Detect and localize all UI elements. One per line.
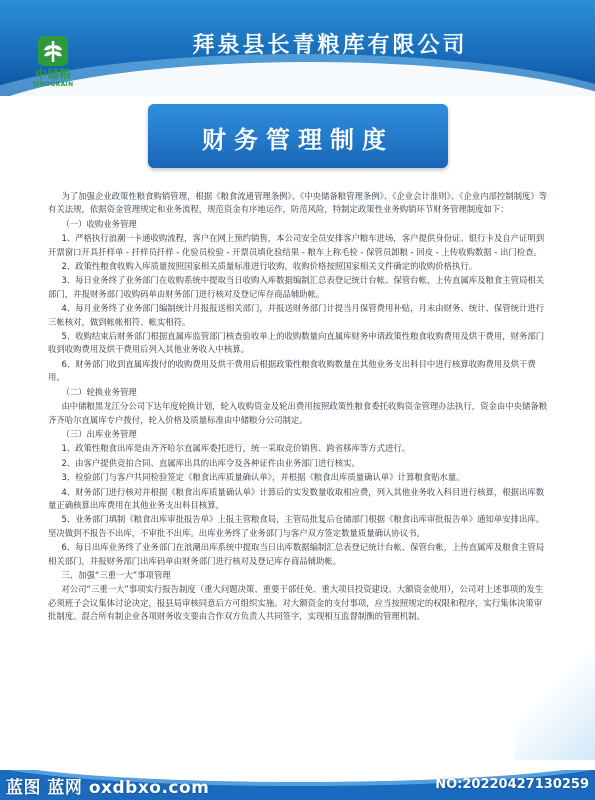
list-item: 4、财务部门进行核对并根据《粮食出库质量确认单》计算后的实发数量收取相应费，列入其他业务收入科目进行核算，根据出库数量正确核算出库费用在其他业务支出科目核算。	[48, 486, 545, 510]
company-name: 拜泉县长青粮库有限公司	[192, 33, 468, 58]
list-item: 3、检验部门与客户共同检验签定《粮食出库质量确认单》，并根据《粮食出库质量确认单》计算粮食贴水量。	[61, 472, 465, 483]
list-item: 1、政策性粮食出库是由齐齐哈尔直属库委托进行，统一采取竞价销售、跨省移库等方式进行。	[61, 443, 411, 454]
page-title: 财务管理制度	[202, 126, 394, 154]
sinograin-logo-icon	[30, 34, 76, 68]
watermark-number: NO:20220427130259	[435, 777, 589, 792]
list-item: 5、业务部门填制《粮食出库审批报告单》上报主管粮食局，主管局批复后仓储部门根据《粮食出库审批报告单》通知单安排出库。坚决做到不报告不出库，不审批不出库。出库业务终了业务部门与客户双方签定数量质量确认协议书。	[48, 514, 545, 538]
list-item: 对公司“三重一大”事项实行报告制度（重大问题决策、重要干部任免、重大项目投资建设、大额资金使用），公司对上述事项的发生必须班子会议集体讨论决定，报县局审核同意后方可组织实施。对大额资金的支付事项，应当按照规定的权限和程序，实行集体决策审批制度。混合所有制企业各项财务收支要由合作双方负责人共同签字，实现相互监督制衡的管理机制。	[48, 584, 544, 622]
list-item: 3、每日业务终了业务部门在收购系统中提取当日收购入库数据编制汇总表登记统计台帐、保管台帐，上传直属库及粮食主管局相关部门，并报财务部门收购码单由财务部门进行核对及登记库存商品辅助帐。	[48, 275, 545, 299]
list-item: 1、严格执行浪潮一卡通收购流程，客户在网上预约销售，本公司安全员安排客户粮车进场，客户提供身份证、银行卡及自产证明到开票窗口开具扦样单 - 扦样员扦样 - 化验员检验 - 开票员填化验结果 - 粮车上称毛检 - 保管员卸粮 - 回皮 - 上传收购数据 - 出门检查。	[48, 233, 545, 257]
regulation-body	[48, 190, 550, 625]
list-item: 4、每月业务终了业务部门编制统计月报报送相关部门，并报送财务部门计提当月保管费用补贴，月末由财务、统计、保管统计进行三帐核对，做到帐帐相符、帐实相符。	[48, 303, 545, 327]
list-item: 由中储粮黑龙江分公司下达年度轮换计划，轮入收购资金及轮出费用按照政策性粮食委托收购资金管理办法执行，资金由中央储备粮齐齐哈尔直属库专户拨付，轮入价格及质量标准由中储粮分公司制定。	[48, 401, 548, 425]
section-heading: （一）收购业务管理	[61, 218, 137, 229]
logo-subtext: SINOGRAIN	[32, 81, 74, 88]
section-heading: 三、加强“三重一大”事项管理	[61, 569, 171, 580]
intro-paragraph: 为了加强企业政策性粮食购销管理，根据《粮食流通管理条例》、《中央储备粮管理条例》、《企业会计准则》、《企业内部控制制度》等有关法规，依据资金管理规定和业务流程，规范资金有序地运作，防范风险，特制定政策性业务购销环节财务管理制度如下：	[48, 191, 548, 215]
list-item: 6、每日出库业务终了业务部门在浪潮出库系统中提取当日出库数据编制汇总表登记统计台帐、保管台帐，上传直属库及粮食主管局相关部门，并报财务部门出库码单由财务部门进行核对及登记库存商品辅助帐。	[48, 542, 545, 566]
title-banner	[148, 104, 448, 168]
watermark-site: 蓝图 蓝网 oxdbxo.com	[6, 778, 210, 798]
list-item: 6、财务部门收到直属库拨付的收购费用及烘干费用后根据政策性粮食收购数量在其他业务支出科目中进行核算收购费用及烘干费用。	[48, 358, 536, 383]
corner-decoration	[515, 640, 595, 760]
list-item: 2、政策性粮食收购入库质量按照国家相关质量标准进行收购，收购价格按照国家相关文件确定的收购价格执行。	[61, 261, 478, 272]
section-heading: （三）出库业务管理	[61, 428, 137, 439]
logo-text: 中储粮	[34, 67, 71, 81]
section-heading: （二）轮换业务管理	[61, 386, 137, 397]
list-item: 5、收购结束后财务部门根据直属库监管部门核查验收单上的收购数量向直属库财务申请政策性粮食收购费用及烘干费用，财务部门收到收购费用及烘干费用后列入其他业务收入中核算。	[48, 331, 545, 355]
list-item: 2、由客户提供竞拍合同、直属库出具的出库令及各种证件由业务部门进行核实。	[61, 457, 360, 468]
